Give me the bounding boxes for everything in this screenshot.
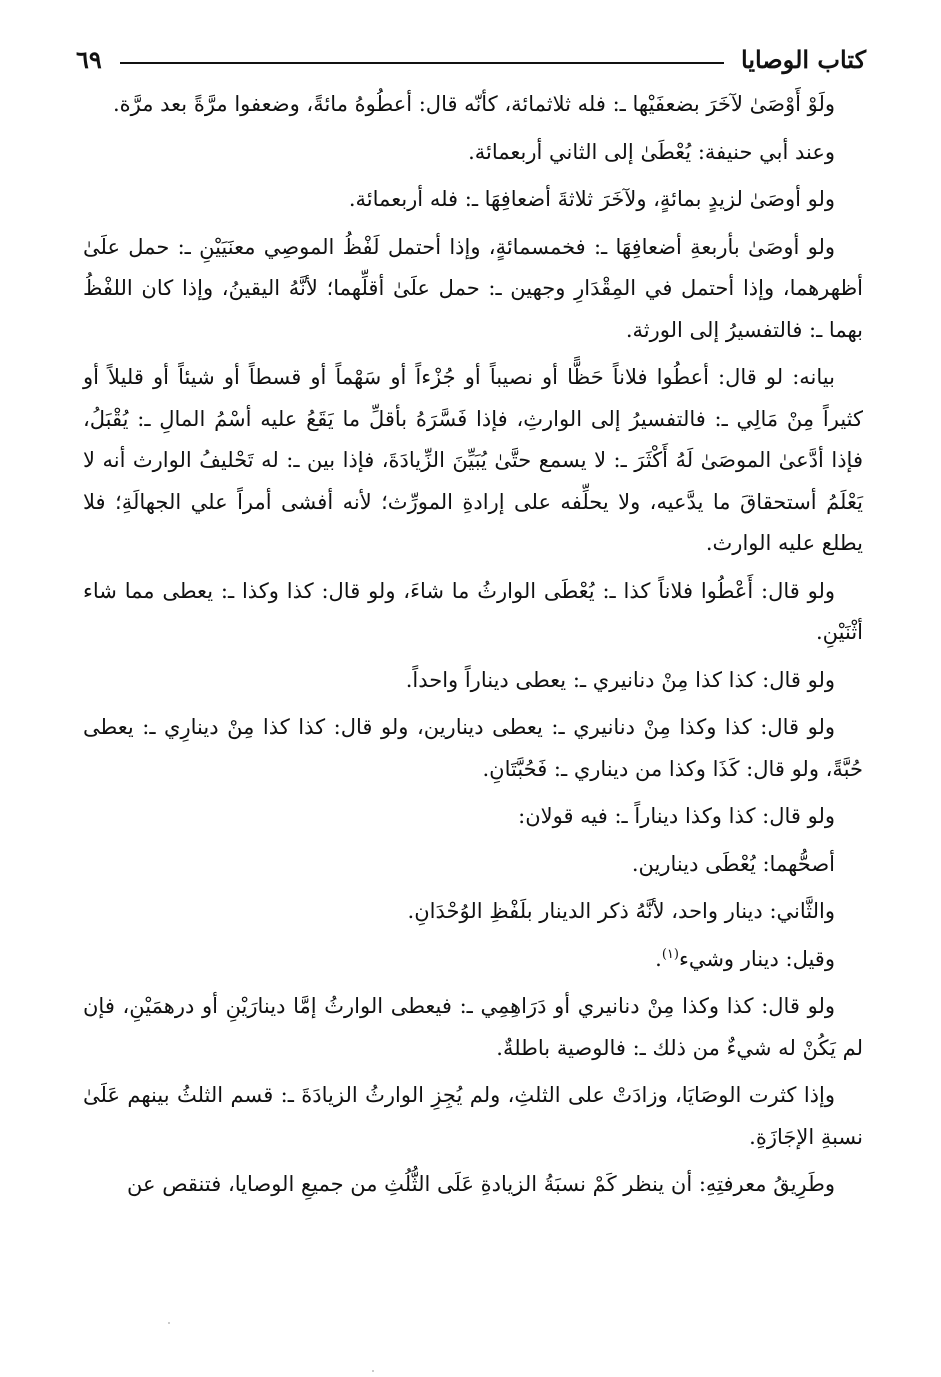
paragraph: والثَّاني: دينار واحد، لأنَّهُ ذكر الدينار بلَفْظِ الوُحْدَانِ. <box>407 899 835 923</box>
paragraph: بيانه: لو قال: أعطُوا فلاناً حَظًّا أو نصيباً أو جُزْءاً أو سَهْماً أو قسطاً أو شيئاً أو قليلاً أو كثيراً مِنْ مَالِي ـ: فالتفسيرُ إلى الوارثِ، فإذا فَسَّرَهُ بأقلِّ ما يَقَعُ عليه أسْمُ المالِ ـ: يُقْبَلُ، فإذا أدَّعىٰ الموصَىٰ لَهُ أَكْثَرَ ـ: لا يسمع حتَّىٰ يُبَيِّنَ الزِّيادَةَ، فإذا بين ـ: له تَحْليفُ الوارث أنه لا يَعْلَمُ أستحقاقَ ما يدَّعيه، ولا يحلِّفه على إرادةِ المورِّث؛ لأنه أفشى أمراً علي الجهالَةِ؛ فلا يطلع عليه الوارث. <box>83 365 863 555</box>
paragraph: وطَرِيقُ معرفتِهِ: أن ينظر كَمْ نسبَةُ الزيادةِ عَلَى الثُّلُثِ من جميعِ الوصايا، فتنقص عن <box>127 1172 835 1196</box>
header-rule <box>120 62 724 64</box>
page-header <box>76 44 866 80</box>
paragraph: ولو قال: كذا وكذا ديناراً ـ: فيه قولان: <box>518 804 835 828</box>
paragraph: وعند أبي حنيفة: يُعْطَىٰ إلى الثاني أربعمائة. <box>468 139 835 164</box>
footnote-marker[interactable]: (١) <box>661 946 679 962</box>
paragraph: وإذا كثرت الوصَايَا، وزادَتْ على الثلثِ، ولم يُجِزِ الوارثُ الزيادَةَ ـ: قسم الثلثُ بينهم عَلَىٰ نسبةِ الإجَازَةِ. <box>83 1083 863 1149</box>
paragraph-with-footnote <box>83 939 863 981</box>
paragraph: ولَوْ أَوْصَىٰ لآخَرَ بضعفَيْها ـ: فله ثلاثمائة، كأنّه قال: أعطُوهُ مائةً، وضعفوا مرَّةً بعد مرَّة. <box>112 92 835 116</box>
paragraph: ولو أوصَىٰ بأربعةِ أضعافِهَا ـ: فخمسمائةٍ، وإذا أحتمل لَفْظُ الموصِي معنَيَيْنِ ـ: حمل علَىٰ أظهرهما، وإذا أحتمل في المِقْدَارِ وجهين ـ: حمل علَىٰ أقلِّهما؛ لأنَّهُ اليقينُ، وإذا كان اللفْظُ بهما ـ: فالتفسيرُ إلى الورثة. <box>83 234 864 342</box>
chapter-title: كتاب الوصايا <box>741 45 866 74</box>
scan-speck <box>372 1370 374 1372</box>
paragraph: أصحُّهما: يُعْطَى دينارين. <box>631 851 835 876</box>
paragraph: ولو أوصَىٰ لزيدٍ بمائةٍ، ولآخَرَ ثلاثةَ أضعافِهَا ـ: فله أربعمائة. <box>348 187 835 211</box>
page-body <box>83 84 863 1212</box>
paragraph: ولو قال: أَعْطُوا فلاناً كذا ـ: يُعْطَى الوارثُ ما شاءَ، ولو قال: كذا وكذا ـ: يعطى مما شاء أثْنَيْنِ. <box>83 578 863 644</box>
paragraph: ولو قال: كذا وكذا مِنْ دنانيري ـ: يعطى دينارين، ولو قال: كذا كذا مِنْ دينارِي ـ: يعطى حُبَّةً، ولو قال: كَذَا وكذا من ديناري ـ: فَحُبَّتَانِ. <box>83 715 863 781</box>
page-number: ٦٩ <box>76 45 102 74</box>
paragraph-end: . <box>655 946 662 971</box>
paragraph-text: وقيل: دينار وشيء <box>678 946 835 971</box>
scan-speck <box>168 1322 170 1324</box>
paragraph: ولو قال: كذا كذا مِنْ دنانيري ـ: يعطى ديناراً واحداً. <box>405 667 835 692</box>
paragraph: ولو قال: كذا وكذا مِنْ دنانيري أو دَرَاهِمِي ـ: فيعطى الوارثُ إمَّا دينارَيْنِ أو درهمَيْنِ، فإن لم يَكُنْ له شيءٌ من ذلك ـ: فالوصية باطلةٌ. <box>83 994 863 1060</box>
